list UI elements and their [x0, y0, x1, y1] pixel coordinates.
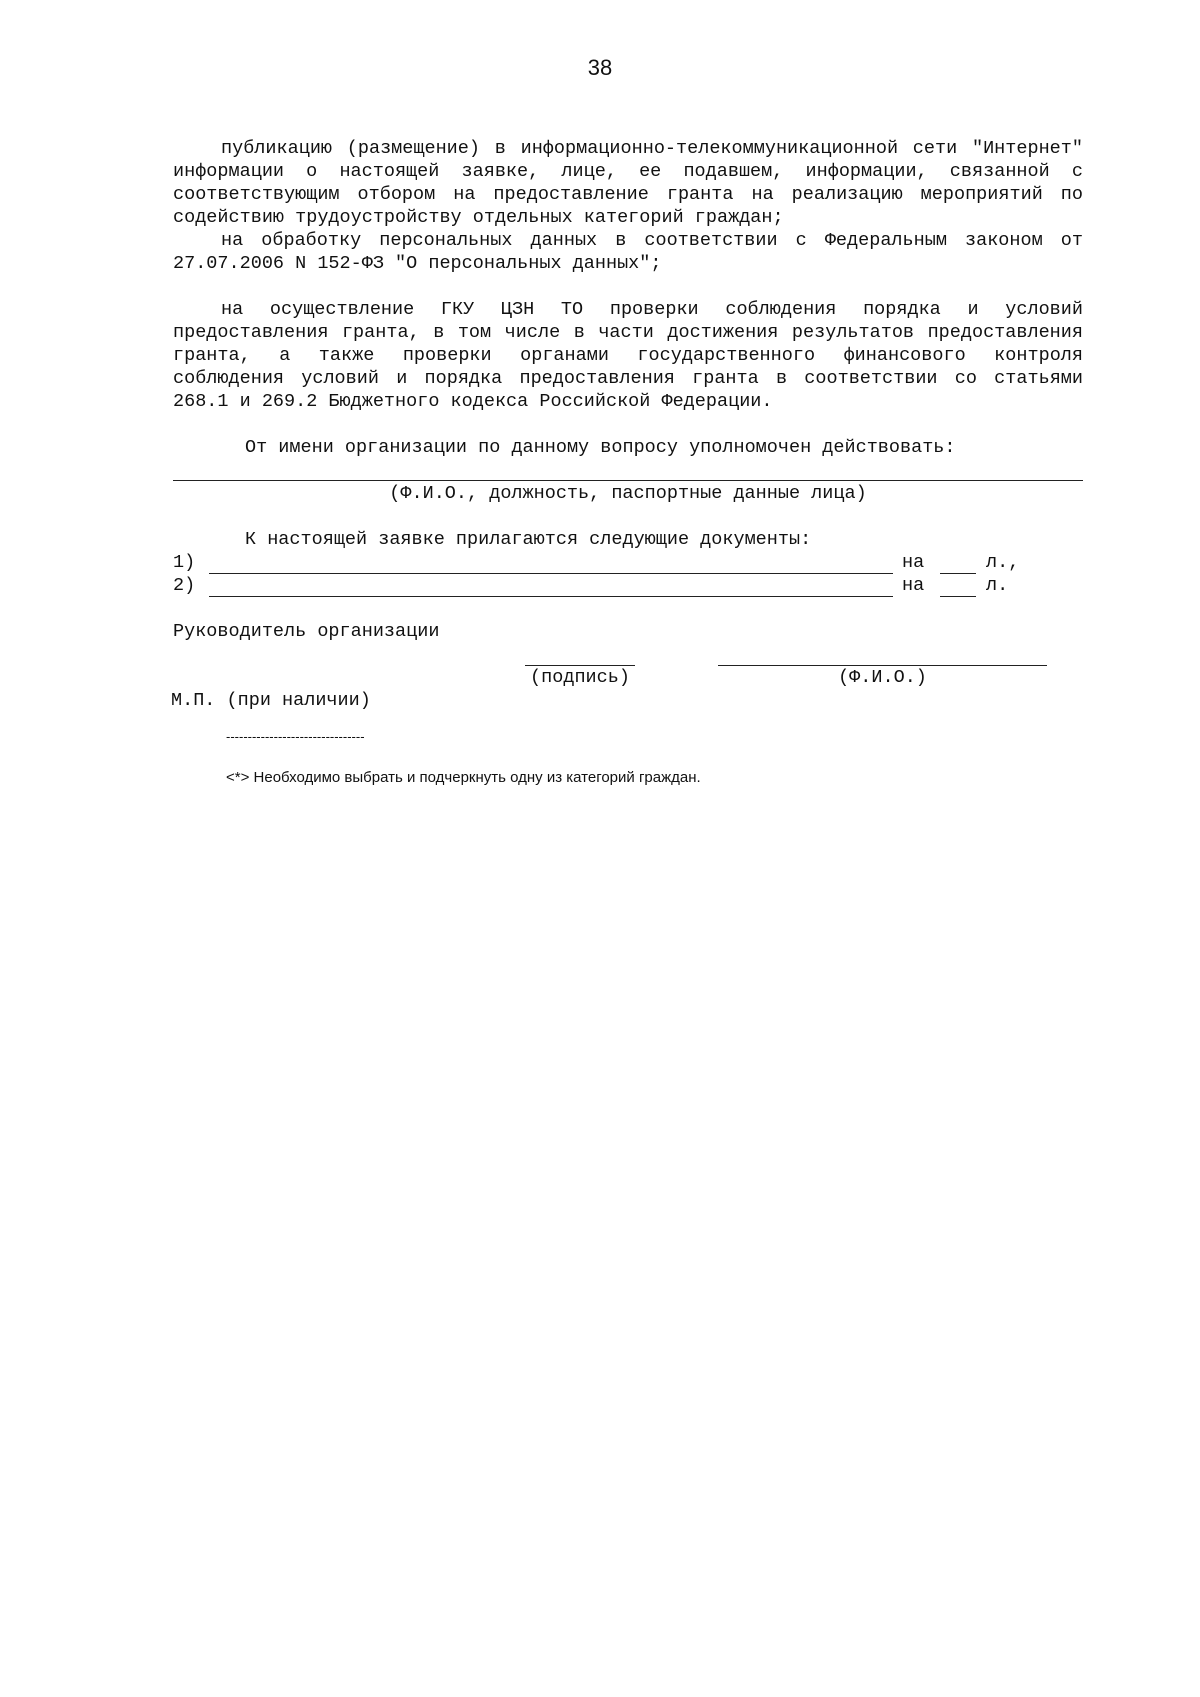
attachment-sheets-suffix: л. [986, 575, 1009, 596]
attachment-number: 2) [173, 575, 196, 596]
consent-personal-data-paragraph: на обработку персональных данных в соответствии с Федеральным законом от 27.07.2006 N 152-ФЗ "О персональных данных"; [173, 230, 1083, 274]
stamp-label: М.П. (при наличии) [171, 690, 371, 711]
attachment-sheets-suffix: л., [986, 552, 1020, 573]
attachments-heading: К настоящей заявке прилагаются следующие документы: [245, 529, 812, 550]
consent-publication-paragraph: публикацию (размещение) в информационно-телекоммуникационной сети "Интернет" информации о настоящей заявке, лице, ее подавшем, информации, связанной с соответствующим отбором на предоставление гранта на реализацию мероприятий по содействию трудоустройству отдельных категорий граждан; [173, 138, 1083, 228]
attachment-name-line [209, 573, 893, 574]
attachment-pages-line [940, 573, 976, 574]
footnote-text: <*> Необходимо выбрать и подчеркнуть одну из категорий граждан. [226, 769, 701, 786]
attachment-name-line [209, 596, 893, 597]
attachment-number: 1) [173, 552, 196, 573]
consent-inspection-paragraph: на осуществление ГКУ ЦЗН ТО проверки соблюдения порядка и условий предоставления гранта, в том числе в части достижения результатов предоставления гранта, а также проверки органами государственного финансового контроля соблюдения условий и порядка предоставления гранта в соответствии со статьями 268.1 и 269.2 Бюджетного кодекса Российской Федерации. [173, 299, 1083, 412]
authorized-person-caption: (Ф.И.О., должность, паспортные данные лица) [389, 483, 867, 504]
head-of-organization-label: Руководитель организации [173, 621, 440, 642]
page-number: 38 [587, 55, 613, 80]
attachment-on-label: на [902, 575, 925, 596]
full-name-caption: (Ф.И.О.) [838, 667, 927, 688]
attachment-on-label: на [902, 552, 925, 573]
attachment-pages-line [940, 596, 976, 597]
authorized-person-paragraph: От имени организации по данному вопросу уполномочен действовать: [245, 437, 956, 458]
footnote-separator: -------------------------------- [226, 729, 365, 744]
signature-caption: (подпись) [530, 667, 630, 688]
authorized-person-line [173, 480, 1083, 481]
